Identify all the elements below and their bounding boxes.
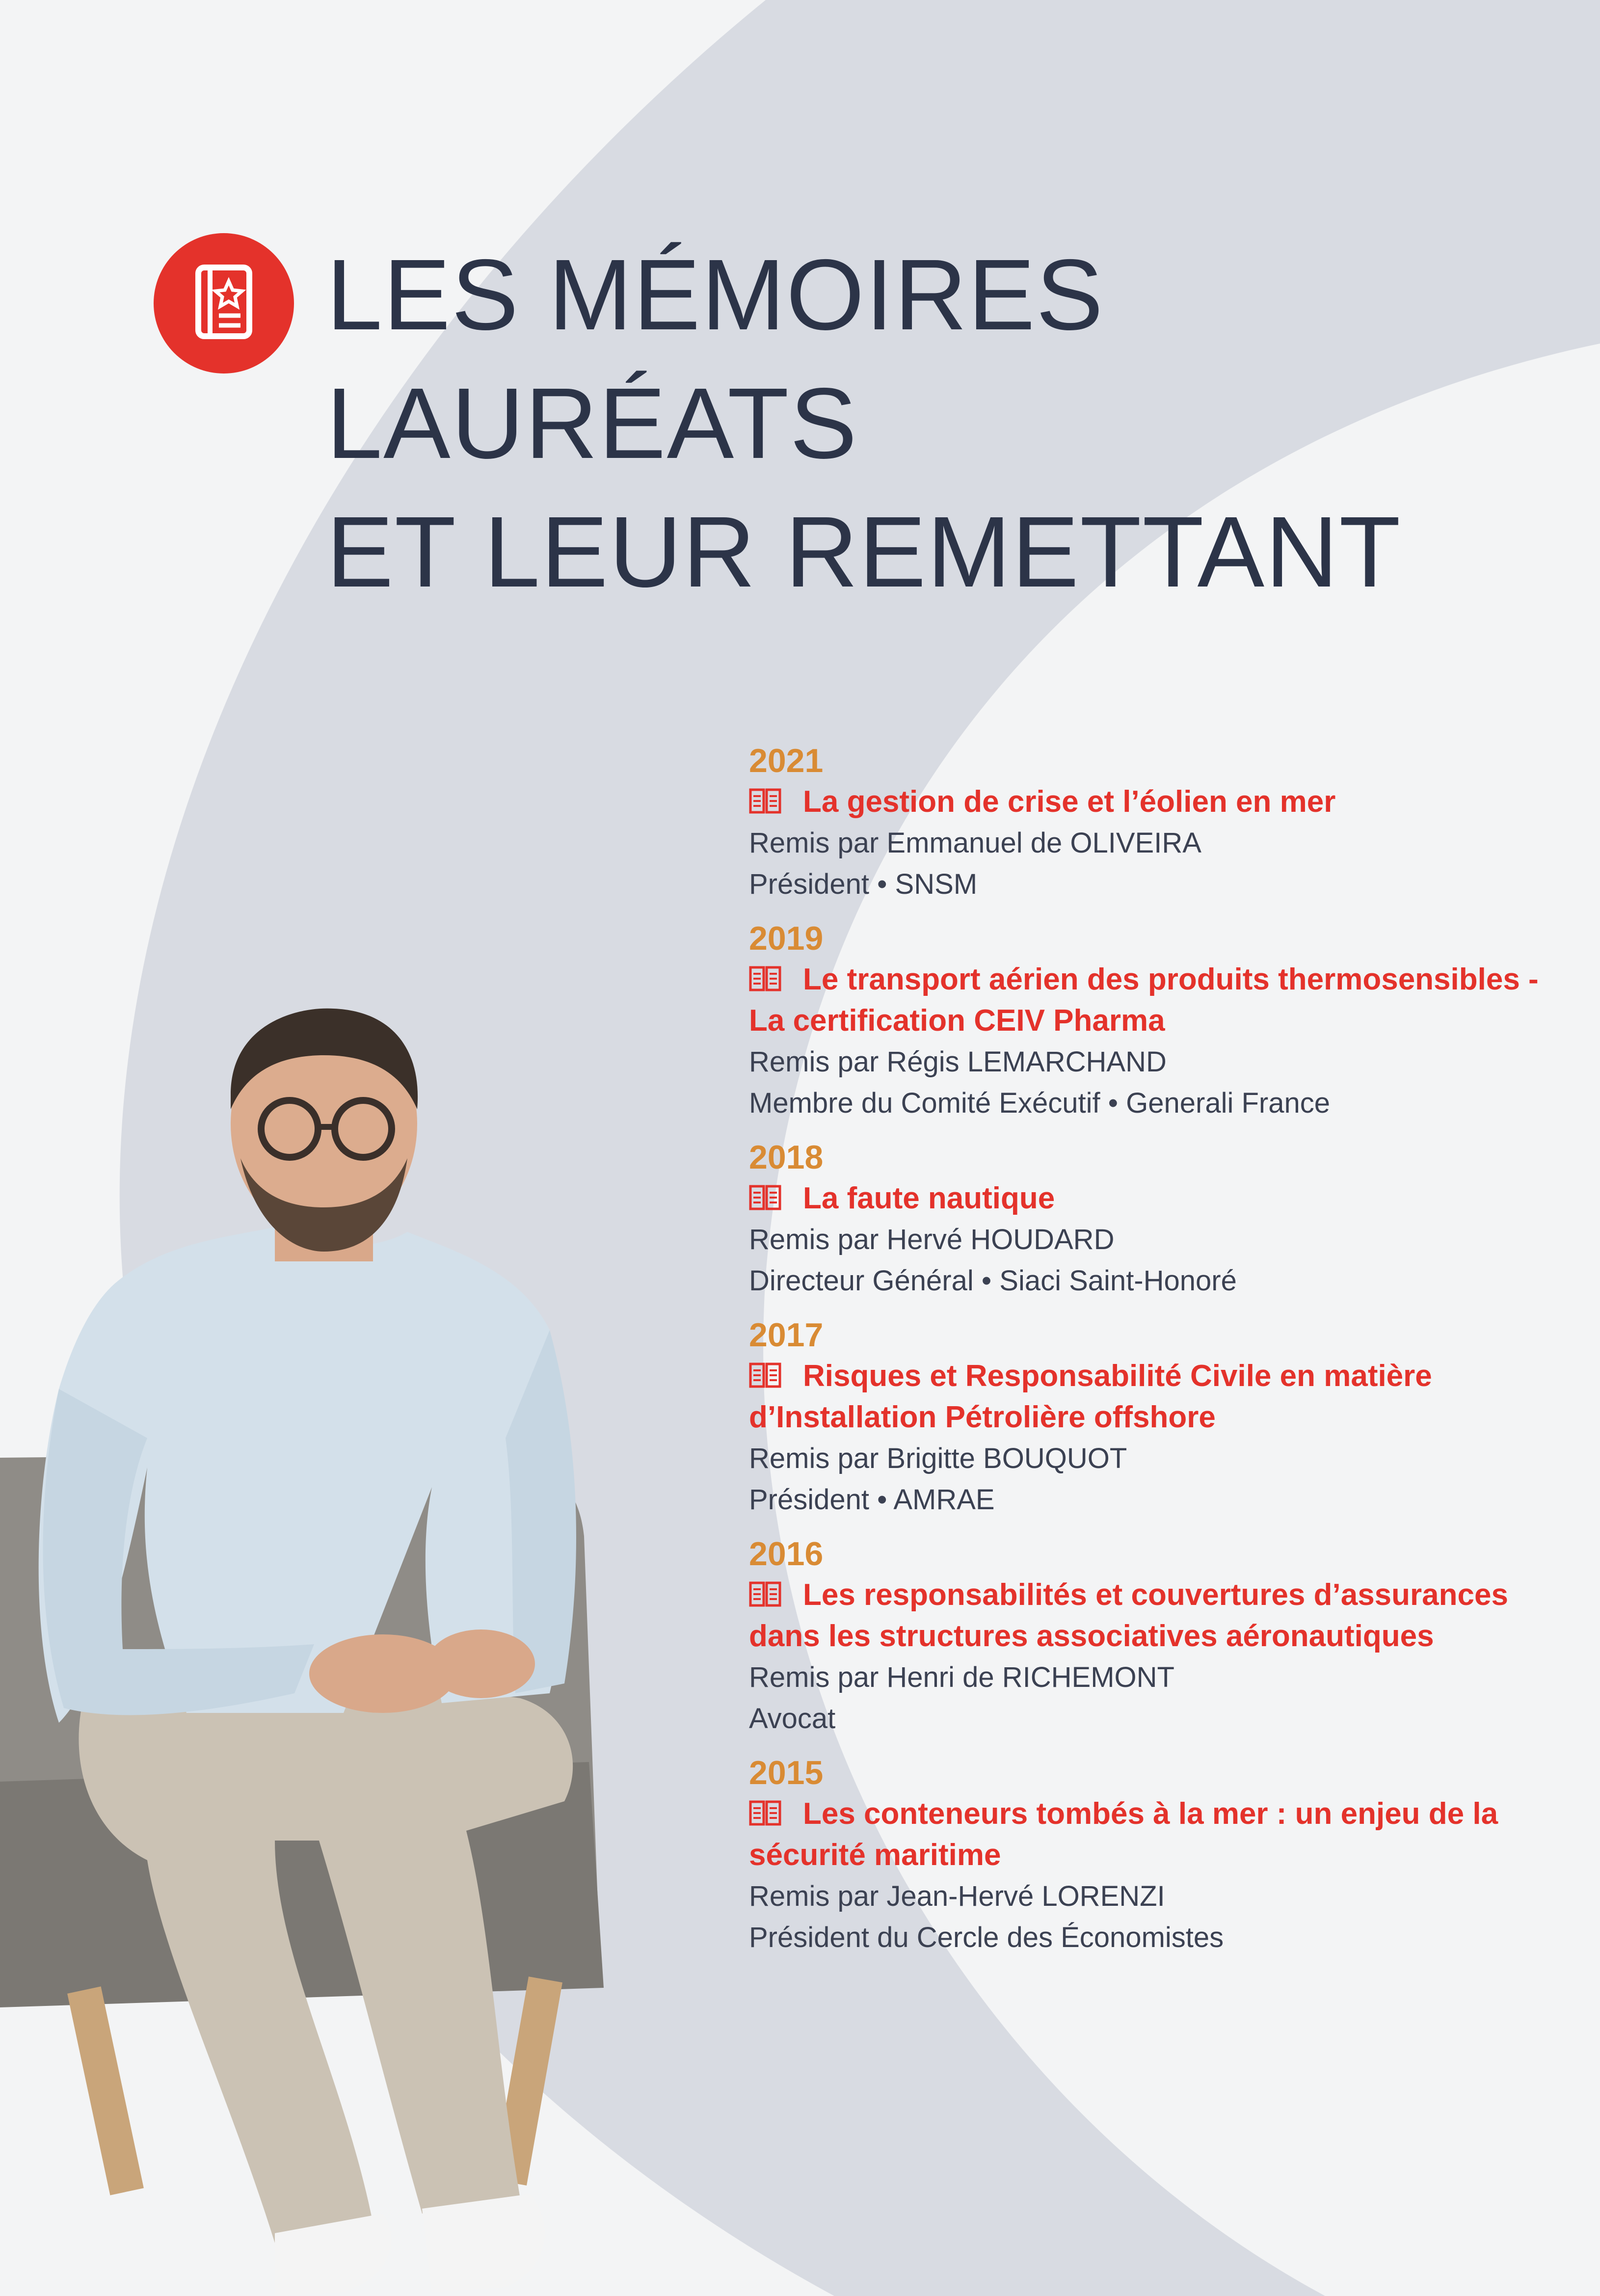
laureate-entry (749, 1314, 1554, 1521)
remettant-role: Avocat (749, 1703, 836, 1735)
entry-year: 2015 (749, 1754, 824, 1791)
open-book-icon (749, 783, 781, 809)
laureate-entry (749, 1137, 1554, 1302)
page-title (326, 231, 1402, 616)
laureate-list (749, 740, 1554, 1971)
memoire-title-row (749, 959, 1554, 1041)
remettant-role: Président du Cercle des Économistes (749, 1922, 1224, 1953)
memoire-title-row (749, 1178, 1554, 1219)
entry-year: 2021 (749, 742, 824, 779)
remis-par: Remis par Jean-Hervé LORENZI (749, 1880, 1165, 1912)
entry-year: 2019 (749, 920, 824, 957)
title-line: ET LEUR REMETTANT (326, 496, 1402, 608)
memoire-title-row (749, 1356, 1554, 1438)
memoire-title: Risques et Responsabilité Civile en matière d’Installation Pétrolière offshore (749, 1359, 1432, 1434)
laureate-entry (749, 918, 1554, 1124)
remis-par: Remis par Régis LEMARCHAND (749, 1046, 1167, 1078)
open-book-icon (749, 1795, 781, 1821)
memoire-title-row (749, 1575, 1554, 1657)
title-line: LES MÉMOIRES (326, 239, 1104, 351)
memoire-title-row (749, 781, 1554, 823)
remis-par: Remis par Henri de RICHEMONT (749, 1661, 1174, 1693)
entry-year: 2018 (749, 1139, 824, 1176)
entry-year: 2017 (749, 1316, 824, 1354)
laureate-entry (749, 1752, 1554, 1958)
open-book-icon (749, 1180, 781, 1205)
memoire-title: La gestion de crise et l’éolien en mer (803, 785, 1336, 819)
remettant-role: Président • SNSM (749, 868, 978, 900)
person-photo (0, 996, 736, 2296)
remis-par: Remis par Brigitte BOUQUOT (749, 1442, 1127, 1474)
remis-par: Remis par Hervé HOUDARD (749, 1224, 1115, 1255)
remis-par: Remis par Emmanuel de OLIVEIRA (749, 827, 1201, 859)
open-book-icon (749, 961, 781, 987)
entry-year: 2016 (749, 1535, 824, 1573)
memoire-title: Les responsabilités et couvertures d’assurances dans les structures associatives aéronautiques (749, 1578, 1508, 1653)
title-line: LAURÉATS (326, 367, 858, 480)
award-book-icon (154, 233, 294, 374)
open-book-icon (749, 1358, 781, 1383)
remettant-role: Président • AMRAE (749, 1484, 995, 1516)
laureate-entry (749, 1533, 1554, 1739)
laureate-entry (749, 740, 1554, 905)
memoire-title: La faute nautique (803, 1181, 1055, 1215)
memoire-title: Le transport aérien des produits thermosensibles - La certification CEIV Pharma (749, 962, 1539, 1038)
open-book-icon (749, 1576, 781, 1602)
memoire-title: Les conteneurs tombés à la mer : un enjeu de la sécurité maritime (749, 1797, 1498, 1872)
memoire-title-row (749, 1793, 1554, 1876)
remettant-role: Directeur Général • Siaci Saint-Honoré (749, 1265, 1237, 1297)
remettant-role: Membre du Comité Exécutif • Generali France (749, 1087, 1330, 1119)
